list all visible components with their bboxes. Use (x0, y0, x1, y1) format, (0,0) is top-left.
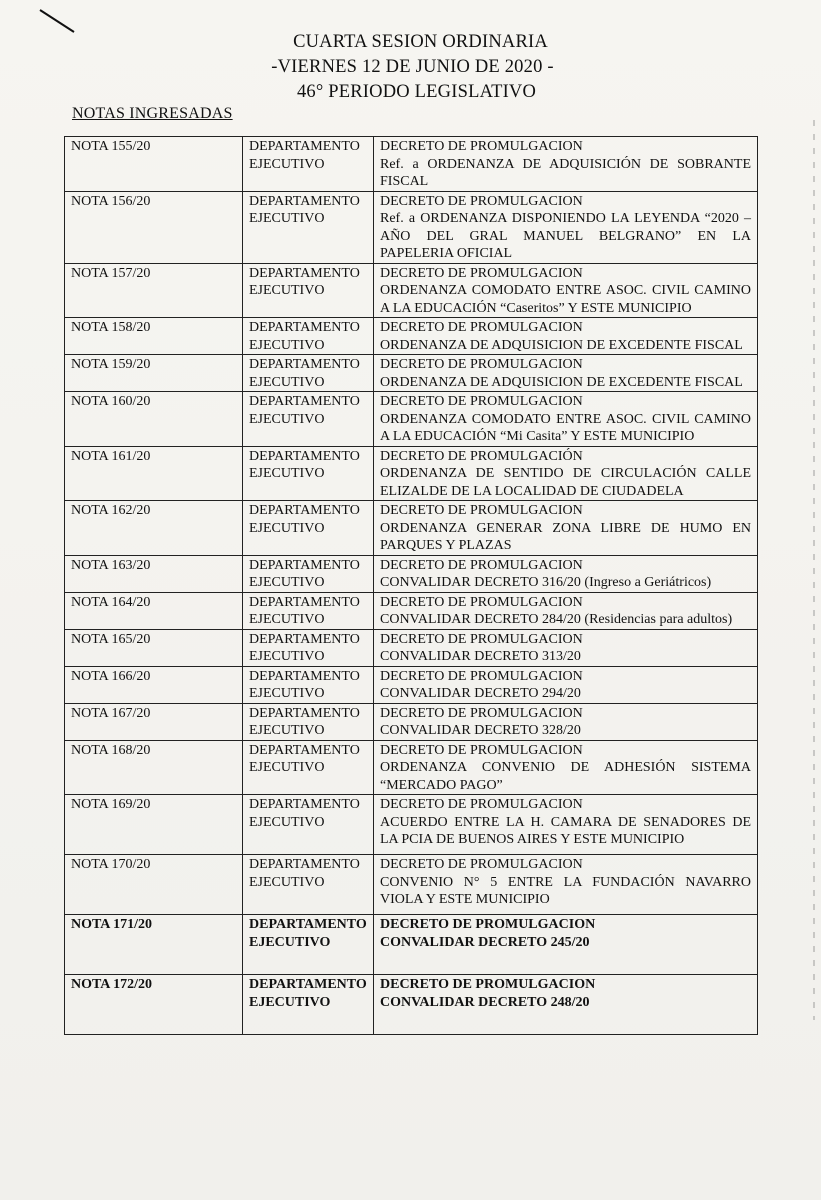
origin-line: EJECUTIVO (249, 411, 325, 427)
nota-number: NOTA 172/20 (65, 975, 243, 1035)
nota-origin (243, 975, 374, 1035)
nota-number: NOTA 160/20 (65, 392, 243, 447)
detail-type: DECRETO DE PROMULGACION (380, 394, 583, 409)
nota-detail (374, 915, 758, 975)
nota-number: NOTA 162/20 (65, 501, 243, 556)
nota-detail (374, 629, 758, 666)
origin-line: EJECUTIVO (249, 575, 325, 590)
nota-detail (374, 592, 758, 629)
detail-description: CONVALIDAR DECRETO 313/20 (380, 649, 581, 664)
document-header (0, 30, 821, 105)
origin-line: EJECUTIVO (249, 612, 325, 627)
nota-detail (374, 318, 758, 355)
origin-line: DEPARTAMENTO (249, 631, 360, 647)
detail-type: DECRETO DE PROMULGACION (380, 797, 583, 812)
origin-line: DEPARTAMENTO (249, 139, 360, 154)
notes-table (64, 136, 758, 1035)
detail-description: ORDENANZA COMODATO ENTRE ASOC. CIVIL CAMINO A LA EDUCACIÓN “Mi Casita” Y ESTE MUNICIPIO (380, 411, 751, 444)
detail-description: ORDENANZA CONVENIO DE ADHESIÓN SISTEMA “MERCADO PAGO” (380, 760, 751, 793)
nota-number: NOTA 163/20 (65, 555, 243, 592)
origin-line: EJECUTIVO (249, 466, 325, 481)
detail-description: CONVALIDAR DECRETO 294/20 (380, 686, 581, 701)
nota-number: NOTA 158/20 (65, 318, 243, 355)
nota-origin (243, 703, 374, 740)
nota-origin (243, 555, 374, 592)
nota-detail (374, 501, 758, 556)
origin-line: EJECUTIVO (249, 814, 325, 830)
detail-type: DECRETO DE PROMULGACION (380, 320, 583, 335)
detail-description: ORDENANZA DE ADQUISICION DE EXCEDENTE FISCAL (380, 337, 743, 353)
origin-line: EJECUTIVO (249, 374, 325, 390)
detail-type: DECRETO DE PROMULGACION (380, 977, 596, 992)
detail-description: ORDENANZA DE SENTIDO DE CIRCULACIÓN CALLE ELIZALDE DE LA LOCALIDAD DE CIUDADELA (380, 466, 751, 499)
detail-type: DECRETO DE PROMULGACION (380, 357, 583, 372)
detail-type: DECRETO DE PROMULGACION (380, 742, 583, 758)
nota-detail (374, 975, 758, 1035)
nota-number: NOTA 166/20 (65, 666, 243, 703)
origin-line: EJECUTIVO (249, 686, 325, 701)
origin-line: DEPARTAMENTO (249, 193, 360, 209)
nota-detail (374, 137, 758, 192)
origin-line: DEPARTAMENTO (249, 320, 360, 335)
detail-description: CONVALIDAR DECRETO 316/20 (Ingreso a Geriátricos) (380, 575, 712, 590)
detail-type: DECRETO DE PROMULGACION (380, 594, 583, 610)
table-row (65, 137, 758, 192)
scan-edge-shadow (813, 120, 815, 1020)
session-date: -VIERNES 12 DE JUNIO DE 2020 - (271, 57, 554, 77)
nota-detail (374, 355, 758, 392)
table-row (65, 795, 758, 855)
nota-number: NOTA 171/20 (65, 915, 243, 975)
detail-type: DECRETO DE PROMULGACION (380, 193, 583, 209)
origin-line: DEPARTAMENTO (249, 668, 360, 684)
detail-type: DECRETO DE PROMULGACION (380, 631, 583, 647)
origin-line: DEPARTAMENTO (249, 357, 360, 372)
nota-origin (243, 666, 374, 703)
table-row (65, 355, 758, 392)
nota-origin (243, 446, 374, 501)
section-title: NOTAS INGRESADAS (72, 105, 233, 122)
detail-description: CONVALIDAR DECRETO 284/20 (Residencias para adultos) (380, 612, 733, 627)
origin-line: EJECUTIVO (249, 337, 325, 353)
legislative-period: 46° PERIODO LEGISLATIVO (296, 82, 537, 102)
nota-number: NOTA 170/20 (65, 855, 243, 915)
nota-detail (374, 666, 758, 703)
nota-origin (243, 263, 374, 318)
table-row (65, 975, 758, 1035)
origin-line: DEPARTAMENTO (249, 742, 360, 758)
nota-origin (243, 501, 374, 556)
detail-type: DECRETO DE PROMULGACION (380, 917, 596, 932)
origin-line: DEPARTAMENTO (249, 917, 367, 932)
origin-line: EJECUTIVO (249, 874, 325, 890)
detail-description: ORDENANZA DE ADQUISICION DE EXCEDENTE FISCAL (380, 374, 743, 390)
nota-detail (374, 740, 758, 795)
nota-detail (374, 191, 758, 263)
nota-detail (374, 855, 758, 915)
origin-line: DEPARTAMENTO (249, 594, 360, 610)
nota-origin (243, 318, 374, 355)
detail-description: CONVALIDAR DECRETO 245/20 (380, 934, 590, 950)
origin-line: DEPARTAMENTO (249, 265, 360, 281)
detail-type: DECRETO DE PROMULGACION (380, 857, 583, 872)
detail-description: Ref. a ORDENANZA DE ADQUISICIÓN DE SOBRANTE FISCAL (380, 156, 751, 189)
detail-type: DECRETO DE PROMULGACION (380, 139, 583, 154)
nota-origin (243, 740, 374, 795)
table-row (65, 191, 758, 263)
detail-type: DECRETO DE PROMULGACION (380, 265, 583, 281)
origin-line: DEPARTAMENTO (249, 503, 360, 518)
origin-line: DEPARTAMENTO (249, 394, 360, 409)
nota-origin (243, 915, 374, 975)
detail-description: CONVALIDAR DECRETO 328/20 (380, 723, 581, 738)
detail-type: DECRETO DE PROMULGACION (380, 705, 583, 721)
nota-origin (243, 592, 374, 629)
nota-number: NOTA 157/20 (65, 263, 243, 318)
table-row (65, 318, 758, 355)
detail-description: ORDENANZA GENERAR ZONA LIBRE DE HUMO EN PARQUES Y PLAZAS (380, 520, 751, 553)
nota-number: NOTA 155/20 (65, 137, 243, 192)
origin-line: EJECUTIVO (249, 760, 325, 775)
origin-line: EJECUTIVO (249, 723, 325, 738)
detail-type: DECRETO DE PROMULGACIÓN (380, 448, 583, 464)
origin-line: EJECUTIVO (249, 934, 331, 950)
origin-line: EJECUTIVO (249, 649, 325, 664)
nota-number: NOTA 159/20 (65, 355, 243, 392)
detail-description: ORDENANZA COMODATO ENTRE ASOC. CIVIL CAMINO A LA EDUCACIÓN “Caseritos” Y ESTE MUNICIPIO (380, 283, 751, 316)
detail-type: DECRETO DE PROMULGACION (380, 668, 583, 684)
origin-line: EJECUTIVO (249, 156, 325, 172)
nota-origin (243, 795, 374, 855)
nota-origin (243, 855, 374, 915)
table-row (65, 446, 758, 501)
origin-line: EJECUTIVO (249, 283, 325, 298)
table-row (65, 855, 758, 915)
nota-detail (374, 392, 758, 447)
nota-number: NOTA 165/20 (65, 629, 243, 666)
origin-line: EJECUTIVO (249, 211, 325, 226)
detail-description: Ref. a ORDENANZA DISPONIENDO LA LEYENDA “2020 – AÑO DEL GRAL MANUEL BELGRANO” EN LA PAPELERIA OFICIAL (380, 211, 751, 261)
session-title: CUARTA SESION ORDINARIA (293, 32, 548, 52)
nota-detail (374, 703, 758, 740)
table-row (65, 263, 758, 318)
nota-number: NOTA 168/20 (65, 740, 243, 795)
table-row (65, 703, 758, 740)
table-row (65, 392, 758, 447)
nota-number: NOTA 169/20 (65, 795, 243, 855)
nota-origin (243, 629, 374, 666)
origin-line: DEPARTAMENTO (249, 448, 360, 464)
origin-line: DEPARTAMENTO (249, 705, 360, 721)
origin-line: DEPARTAMENTO (249, 977, 367, 992)
detail-type: DECRETO DE PROMULGACION (380, 557, 583, 573)
table-row (65, 915, 758, 975)
nota-detail (374, 555, 758, 592)
table-row (65, 555, 758, 592)
nota-origin (243, 392, 374, 447)
table-row (65, 740, 758, 795)
nota-origin (243, 137, 374, 192)
origin-line: DEPARTAMENTO (249, 857, 360, 872)
nota-detail (374, 263, 758, 318)
nota-number: NOTA 164/20 (65, 592, 243, 629)
origin-line: DEPARTAMENTO (249, 557, 360, 573)
nota-number: NOTA 156/20 (65, 191, 243, 263)
nota-origin (243, 191, 374, 263)
origin-line: DEPARTAMENTO (249, 797, 360, 812)
nota-origin (243, 355, 374, 392)
detail-description: ACUERDO ENTRE LA H. CAMARA DE SENADORES DE LA PCIA DE BUENOS AIRES Y ESTE MUNICIPIO (380, 814, 751, 847)
nota-number: NOTA 167/20 (65, 703, 243, 740)
detail-description: CONVENIO N° 5 ENTRE LA FUNDACIÓN NAVARRO VIOLA Y ESTE MUNICIPIO (380, 874, 751, 907)
table-row (65, 501, 758, 556)
table-row (65, 592, 758, 629)
detail-description: CONVALIDAR DECRETO 248/20 (380, 994, 590, 1010)
table-row (65, 629, 758, 666)
detail-type: DECRETO DE PROMULGACION (380, 503, 583, 518)
origin-line: EJECUTIVO (249, 520, 325, 536)
nota-number: NOTA 161/20 (65, 446, 243, 501)
table-row (65, 666, 758, 703)
origin-line: EJECUTIVO (249, 994, 331, 1010)
nota-detail (374, 446, 758, 501)
nota-detail (374, 795, 758, 855)
